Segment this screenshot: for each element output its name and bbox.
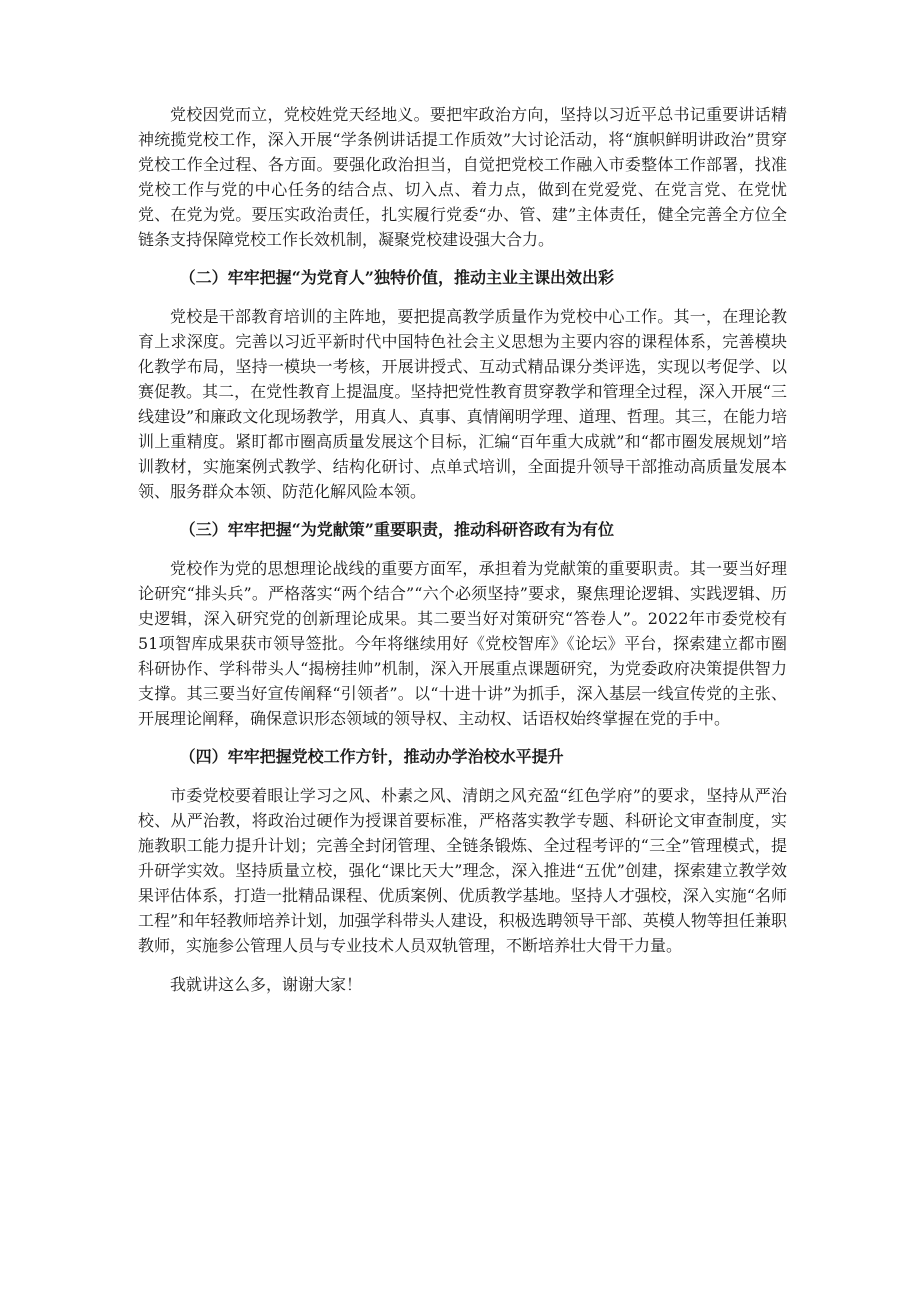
section-heading-4: （四）牢牢把握党校工作方针，推动办学治校水平提升	[179, 747, 564, 766]
paragraph-teaching-quality: 党校是干部教育培训的主阵地，要把提高教学质量作为党校中心工作。其一，在理论教育上求深度。完善以习近平新时代中国特色社会主义思想为主要内容的课程体系，完善模块化教学布局，坚持一模块一考核，开展讲授式、互动式精品课分类评选，实现以考促学、以赛促教。其二，在党性教育上提温度。坚持把党性教育贯穿教学和管理全过程，深入开展“三线建设”和廉政文化现场教学，用真人、真事、真情阐明学理、道理、哲理。其三，在能力培训上重精度。紧盯都市圈高质量发展这个目标，汇编“百年重大成就”和“都市圈发展规划”培训教材，实施案例式教学、结构化研讨、点单式培训，全面提升领导干部推动高质量发展本领、服务群众本领、防范化解风险本领。	[138, 307, 787, 501]
section-heading-3: （三）牢牢把握“为党献策”重要职责，推动科研咨政有为有位	[179, 520, 615, 539]
section-heading-2: （二）牢牢把握“为党育人”独特价值，推动主业主课出效出彩	[179, 268, 615, 287]
paragraph-political-direction: 党校因党而立，党校姓党天经地义。要把牢政治方向，坚持以习近平总书记重要讲话精神统揽党校工作，深入开展“学条例讲话提工作质效”大讨论活动，将“旗帜鲜明讲政治”贯穿党校工作全过程、各方面。要强化政治担当，自觉把党校工作融入市委整体工作部署，找准党校工作与党的中心任务的结合点、切入点、着力点，做到在党爱党、在党言党、在党忧党、在党为党。要压实政治责任，扎实履行党委“办、管、建”主体责任，健全完善全方位全链条支持保障党校工作长效机制，凝聚党校建设强大合力。	[138, 105, 787, 249]
closing-remark: 我就讲这么多，谢谢大家！	[170, 975, 363, 994]
paragraph-research-consulting: 党校作为党的思想理论战线的重要方面军，承担着为党献策的重要职责。其一要当好理论研究“排头兵”。严格落实“两个结合”“六个必须坚持”要求，聚焦理论逻辑、实践逻辑、历史逻辑，深入研究党的创新理论成果。其二要当好对策研究“答卷人”。2022年市委党校有51项智库成果获市领导签批。今年将继续用好《党校智库》《论坛》平台，探索建立都市圈科研协作、学科带头人“揭榜挂帅”机制，深入开展重点课题研究，为党委政府决策提供智力支撑。其三要当好宣传阐释“引领者”。以“十进十讲”为抓手，深入基层一线宣传党的主张、开展理论阐释，确保意识形态领域的领导权、主动权、话语权始终掌握在党的手中。	[138, 559, 787, 728]
paragraph-school-management: 市委党校要着眼让学习之风、朴素之风、清朗之风充盈“红色学府”的要求，坚持从严治校、从严治教，将政治过硬作为授课首要标准，严格落实教学专题、科研论文审查制度，实施教职工能力提升计划；完善全封闭管理、全链条锻炼、全过程考评的“三全”管理模式，提升研学实效。坚持质量立校，强化“课比天大”理念，深入推进“五优”创建，探索建立教学效果评估体系，打造一批精品课程、优质案例、优质教学基地。坚持人才强校，深入实施“名师工程”和年轻教师培养计划，加强学科带头人建设，积极选聘领导干部、英模人物等担任兼职教师，实施参公管理人员与专业技术人员双轨管理，不断培养壮大骨干力量。	[138, 786, 787, 955]
